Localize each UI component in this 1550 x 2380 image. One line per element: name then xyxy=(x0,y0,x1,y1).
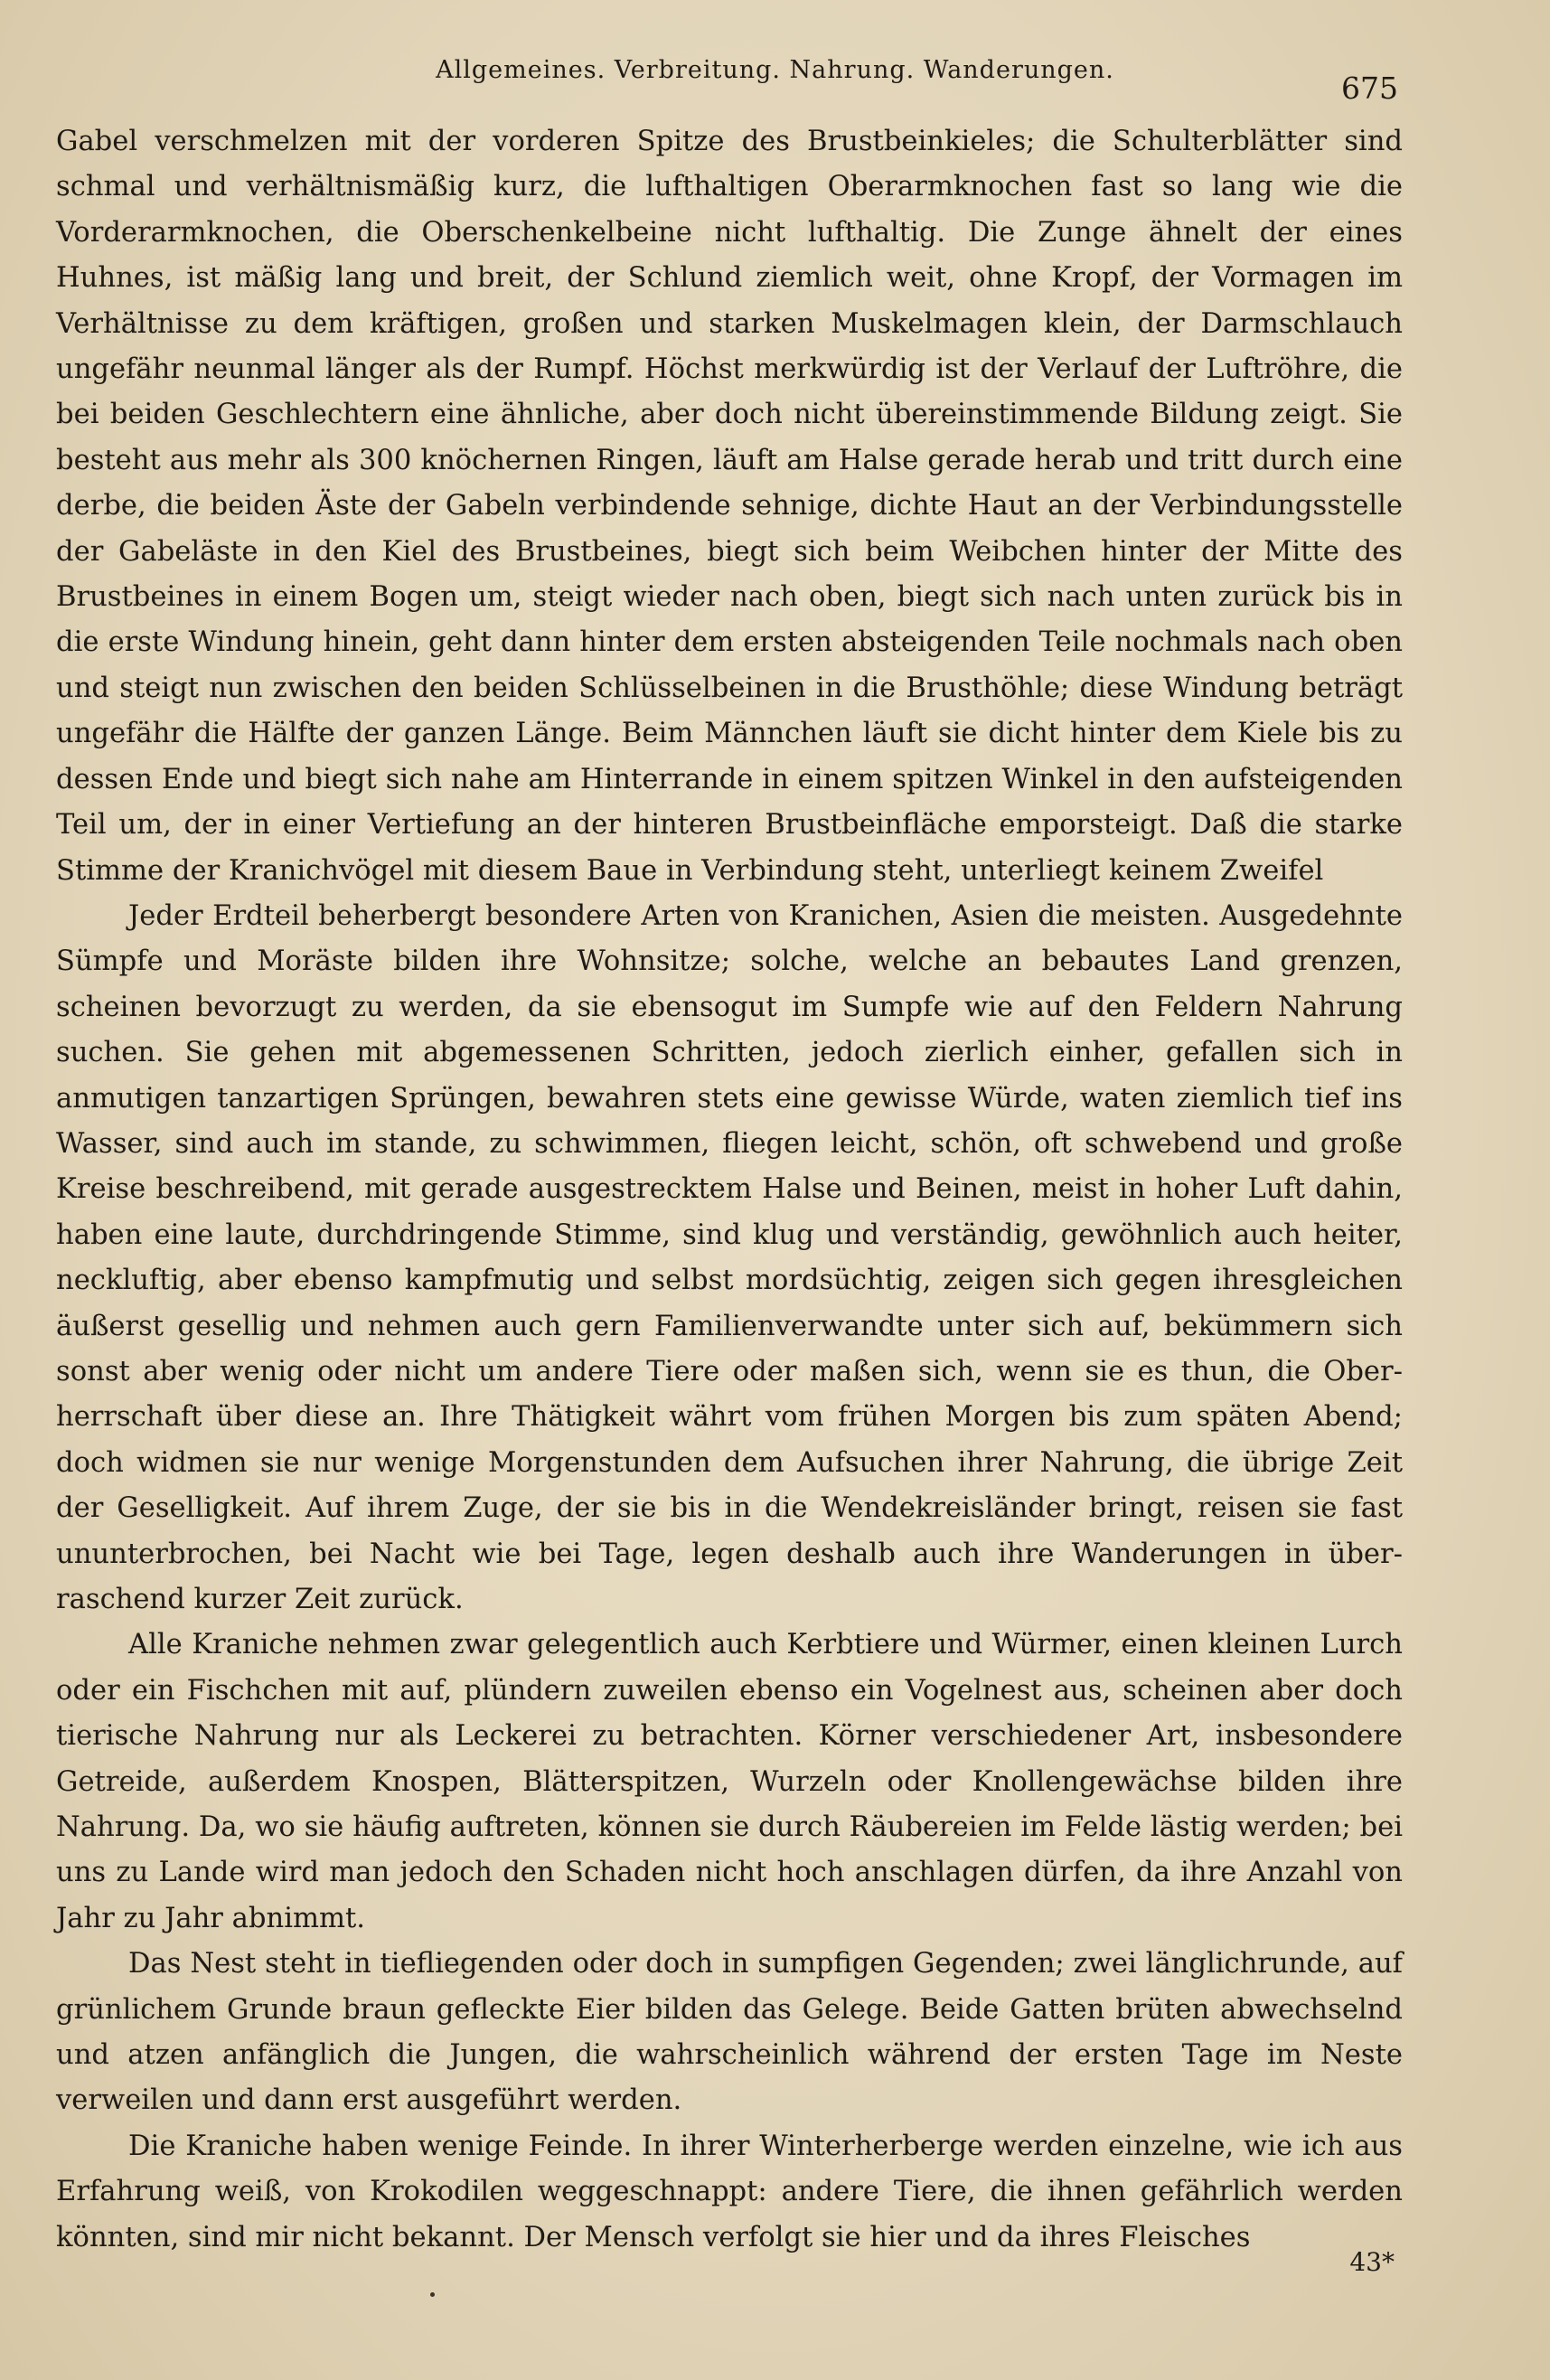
paragraph: Jeder Erdteil beherbergt besondere Arten von Kranichen, Asien die meisten. Ausgedehnte Sümpfe und Moräste bilden ihre Wohnsitze; solche, welche an bebautes Land grenzen, scheinen bevorzugt zu werden, da sie ebensogut im Sumpfe wie auf den Feldern Nahrung suchen. Sie gehen mit abgemessenen Schritten, jedoch zierlich einher, gefallen sich in anmutigen tanzartigen Sprüngen, bewahren stets eine gewisse Würde, waten ziemlich tief ins Wasser, sind auch im stande, zu schwimmen, fliegen leicht, schön, oft schwebend und große Kreise beschreibend, mit gerade ausgestrecktem Halse und Beinen, meist in hoher Luft dahin, haben eine laute, durchdringende Stimme, sind klug und verständig, gewöhnlich auch heiter, neckluftig, aber ebenso kampfmutig und selbst mordsüchtig, zeigen sich gegen ihresgleichen äußerst gesellig und nehmen auch gern Familienverwandte unter sich auf, bekümmern sich sonst aber wenig oder nicht um andere Tiere oder maßen sich, wenn sie es thun, die Oberherrschaft über diese an. Ihre Thätigkeit währt vom frühen Morgen bis zum späten Abend; doch widmen sie nur wenige Morgenstunden dem Aufsuchen ihrer Nahrung, die übrige Zeit der Geselligkeit. Auf ihrem Zuge, der sie bis in die Wendekreisländer bringt, reisen sie fast ununterbrochen, bei Nacht wie bei Tage, legen deshalb auch ihre Wanderungen in überraschend kurzer Zeit zurück. xyxy=(56,899,1403,1615)
running-head: Allgemeines. Verbreitung. Nahrung. Wanderungen. xyxy=(436,56,1114,84)
page-number: 675 xyxy=(1341,71,1398,106)
body-text xyxy=(56,119,1403,2261)
paragraph: Gabel verschmelzen mit der vorderen Spitze des Brustbeinkieles; die Schulterblätter sind schmal und verhältnismäßig kurz, die lufthaltigen Oberarmknochen fast so lang wie die Vorderarmknochen, die Oberschenkelbeine nicht lufthaltig. Die Zunge ähnelt der eines Huhnes, ist mäßig lang und breit, der Schlund ziemlich weit, ohne Kropf, der Vormagen im Verhältnisse zu dem kräftigen, großen und starken Muskelmagen klein, der Darmschlauch ungefähr neunmal länger als der Rumpf. Höchst merkwürdig ist der Verlauf der Luftröhre, die bei beiden Geschlechtern eine ähnliche, aber doch nicht übereinstimmende Bildung zeigt. Sie besteht aus mehr als 300 knöchernen Ringen, läuft am Halse gerade herab und tritt durch eine derbe, die beiden Äste der Gabeln verbindende sehnige, dichte Haut an der Verbindungsstelle der Gabeläste in den Kiel des Brustbeines, biegt sich beim Weibchen hinter der Mitte des Brustbeines in einem Bogen um, steigt wieder nach oben, biegt sich nach unten zurück bis in die erste Windung hinein, geht dann hinter dem ersten absteigenden Teile nochmals nach oben und steigt nun zwischen den beiden Schlüsselbeinen in die Brusthöhle; diese Windung beträgt ungefähr die Hälfte der ganzen Länge. Beim Männchen läuft sie dicht hinter dem Kiele bis zu dessen Ende und biegt sich nahe am Hinterrande in einem spitzen Winkel in den aufsteigenden Teil um, der in einer Vertiefung an der hinteren Brustbeinfläche emporsteigt. Daß die starke Stimme der Kranichvögel mit diesem Baue in Verbindung steht, unterliegt keinem Zweifel xyxy=(56,126,1403,887)
paragraph: Die Kraniche haben wenige Feinde. In ihrer Winterherberge werden einzelne, wie ich aus Erfahrung weiß, von Krokodilen weggeschnappt: andere Tiere, die ihnen gefährlich werden könnten, sind mir nicht bekannt. Der Mensch verfolgt sie hier und da ihres Fleisches xyxy=(56,2130,1403,2253)
paragraph: Alle Kraniche nehmen zwar gelegentlich auch Kerbtiere und Würmer, einen kleinen Lurch oder ein Fischchen mit auf, plündern zuweilen ebenso ein Vogelnest aus, scheinen aber doch tierische Nahrung nur als Leckerei zu betrachten. Körner verschiedener Art, insbesondere Getreide, außerdem Knospen, Blätterspitzen, Wurzeln oder Knollengewächse bilden ihre Nahrung. Da, wo sie häufig auftreten, können sie durch Räubereien im Felde lästig werden; bei uns zu Lande wird man jedoch den Schaden nicht hoch anschlagen dürfen, da ihre Anzahl von Jahr zu Jahr abnimmt. xyxy=(56,1629,1403,1934)
print-speck xyxy=(430,2292,435,2297)
signature-mark: 43* xyxy=(1349,2247,1395,2277)
paragraph: Das Nest steht in tiefliegenden oder doch in sumpfigen Gegenden; zwei länglichrunde, auf grünlichem Grunde braun gefleckte Eier bilden das Gelege. Beide Gatten brüten abwechselnd und atzen anfänglich die Jungen, die wahrscheinlich während der ersten Tage im Neste verweilen und dann erst ausgeführt werden. xyxy=(56,1948,1403,2117)
